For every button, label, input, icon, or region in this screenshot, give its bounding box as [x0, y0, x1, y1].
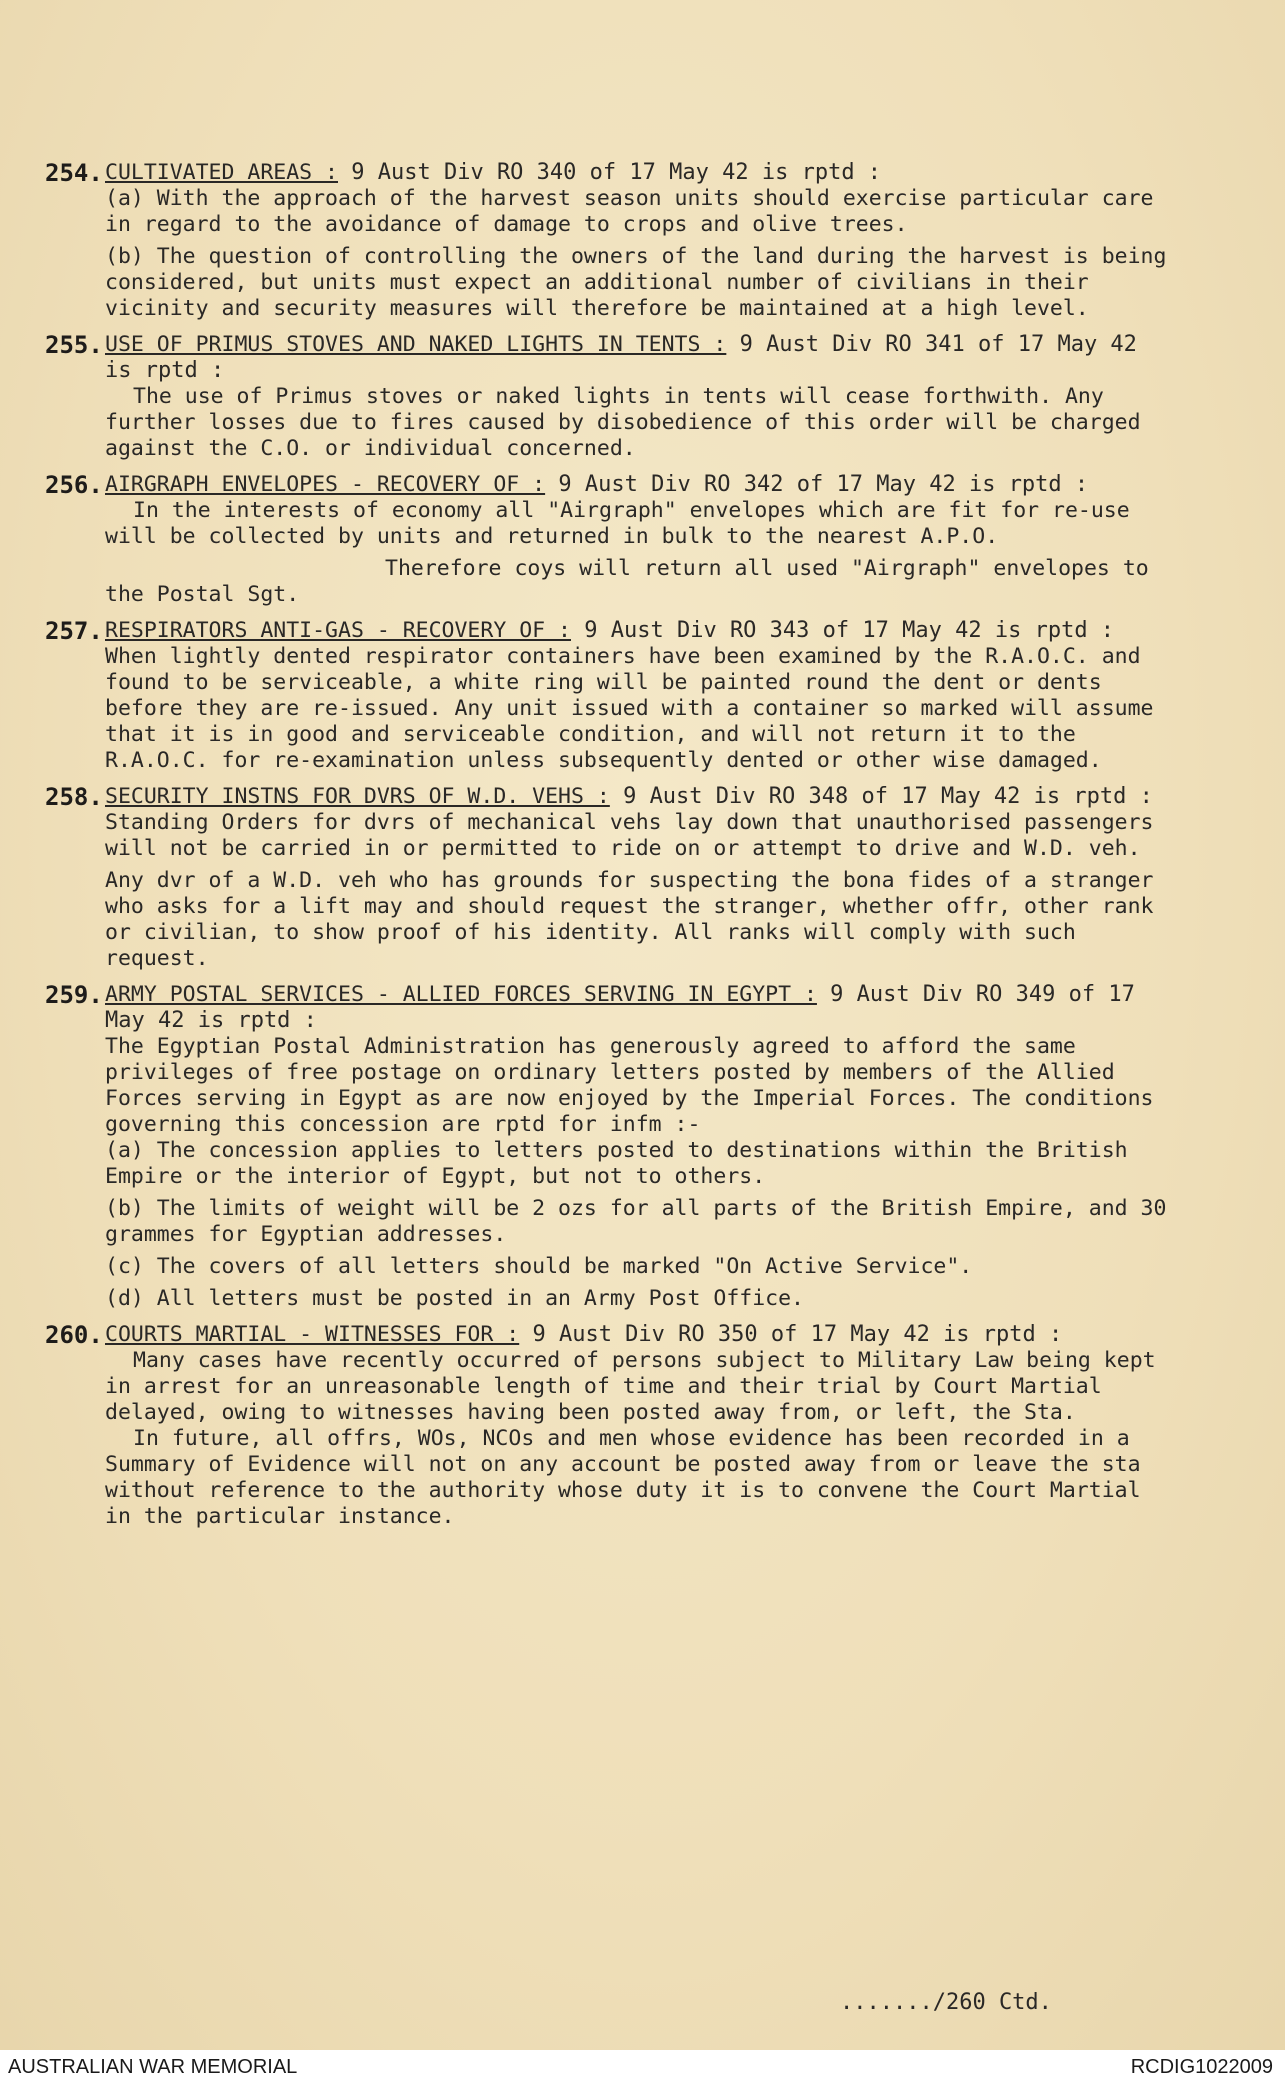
order-heading: ARMY POSTAL SERVICES - ALLIED FORCES SERVING IN EGYPT : — [105, 982, 817, 1007]
order-reference: 9 Aust Div RO 350 of 17 May 42 is rptd : — [519, 1322, 1063, 1347]
order-text: Therefore coys will return all used "Airgraph" envelopes to the Postal Sgt. — [105, 556, 1149, 607]
order-258 — [45, 783, 1175, 972]
order-259 — [45, 981, 1175, 1312]
order-text: In future, all offrs, WOs, NCOs and men whose evidence has been recorded in a Summary of Evidence will not on any account be posted away from or leave the sta without reference to the authority whose duty it is to convene the Court Martial in the particular instance. — [105, 1426, 1141, 1529]
order-text: (d) All letters must be posted in an Army Post Office. — [105, 1286, 804, 1311]
order-reference: 9 Aust Div RO 349 of 17 May 42 is rptd : — [105, 982, 1135, 1033]
order-heading: SECURITY INSTNS FOR DVRS OF W.D. VEHS : — [105, 784, 610, 809]
routine-orders-body — [45, 159, 1175, 1540]
order-text: (a) The concession applies to letters posted to destinations within the British Empire or the interior of Egypt, but not to others. — [105, 1138, 1128, 1189]
order-text: Standing Orders for dvrs of mechanical vehs lay down that unauthorised passengers will not be carried in or permitted to ride on or attempt to drive and W.D. veh. — [105, 810, 1154, 861]
order-number: 260. — [45, 1321, 103, 1349]
order-text: Many cases have recently occurred of persons subject to Military Law being kept in arrest for an unreasonable length of time and their trial by Court Martial delayed, owing to witnesses having been posted away from, or left, the Sta. — [105, 1348, 1156, 1425]
order-reference: 9 Aust Div RO 340 of 17 May 42 is rptd : — [338, 160, 882, 185]
order-text: The Egyptian Postal Administration has generously agreed to afford the same privileges of free postage on ordinary letters posted by members of the Allied Forces serving in Egypt as are now enjoyed by the Imperial Forces. The conditions governing this concession are rptd for infm :- — [105, 1034, 1154, 1137]
order-text: (c) The covers of all letters should be marked "On Active Service". — [105, 1254, 973, 1279]
order-heading: RESPIRATORS ANTI-GAS - RECOVERY OF : — [105, 618, 571, 643]
order-text: (b) The limits of weight will be 2 ozs for all parts of the British Empire, and 30 grammes for Egyptian addresses. — [105, 1196, 1167, 1247]
order-reference: 9 Aust Div RO 348 of 17 May 42 is rptd : — [609, 784, 1153, 809]
archive-name: AUSTRALIAN WAR MEMORIAL — [8, 2056, 298, 2078]
order-number: 256. — [45, 471, 103, 499]
order-text: The use of Primus stoves or naked lights in tents will cease forthwith. Any further losses due to fires caused by disobedience of this order will be charged against the C.O. or individual concerned. — [105, 384, 1141, 461]
order-reference: 9 Aust Div RO 343 of 17 May 42 is rptd : — [571, 618, 1115, 643]
order-number: 257. — [45, 617, 103, 645]
order-254 — [45, 159, 1175, 322]
order-text: Any dvr of a W.D. veh who has grounds for suspecting the bona fides of a stranger who asks for a lift may and should request the stranger, whether offr, other rank or civilian, to show proof of his identity. All ranks will comply with such request. — [105, 868, 1154, 971]
order-256 — [45, 471, 1175, 608]
order-text: (a) With the approach of the harvest season units should exercise particular care in regard to the avoidance of damage to crops and olive trees. — [105, 186, 1154, 237]
archive-id: RCDIG1022009 — [1130, 2056, 1273, 2078]
order-reference: 9 Aust Div RO 341 of 17 May 42 is rptd : — [105, 332, 1137, 383]
order-text: In the interests of economy all "Airgraph" envelopes which are fit for re-use will be collected by units and returned in bulk to the nearest A.P.O. — [105, 498, 1130, 549]
order-heading: AIRGRAPH ENVELOPES - RECOVERY OF : — [105, 472, 546, 497]
order-heading: COURTS MARTIAL - WITNESSES FOR : — [105, 1322, 520, 1347]
order-260 — [45, 1321, 1175, 1530]
order-number: 258. — [45, 783, 103, 811]
order-heading: USE OF PRIMUS STOVES AND NAKED LIGHTS IN TENTS : — [105, 332, 727, 357]
continuation-note: ......./260 Ctd. — [840, 1990, 1052, 2015]
archive-footer — [0, 2050, 1285, 2081]
order-reference: 9 Aust Div RO 342 of 17 May 42 is rptd : — [545, 472, 1089, 497]
order-number: 255. — [45, 331, 103, 359]
order-text: When lightly dented respirator containers have been examined by the R.A.O.C. and found to be serviceable, a white ring will be painted round the dent or dents before they are re-issued. Any unit issued with a container so marked will assume that it is in good and serviceable condition, and will not return it to the R.A.O.C. for re-examination unless subsequently dented or other wise damaged. — [105, 644, 1154, 773]
order-number: 254. — [45, 159, 103, 187]
order-heading: CULTIVATED AREAS : — [105, 160, 338, 185]
order-number: 259. — [45, 981, 103, 1009]
order-255 — [45, 331, 1175, 462]
order-257 — [45, 617, 1175, 774]
order-text: (b) The question of controlling the owners of the land during the harvest is being considered, but units must expect an additional number of civilians in their vicinity and security measures will therefore be maintained at a high level. — [105, 244, 1167, 321]
